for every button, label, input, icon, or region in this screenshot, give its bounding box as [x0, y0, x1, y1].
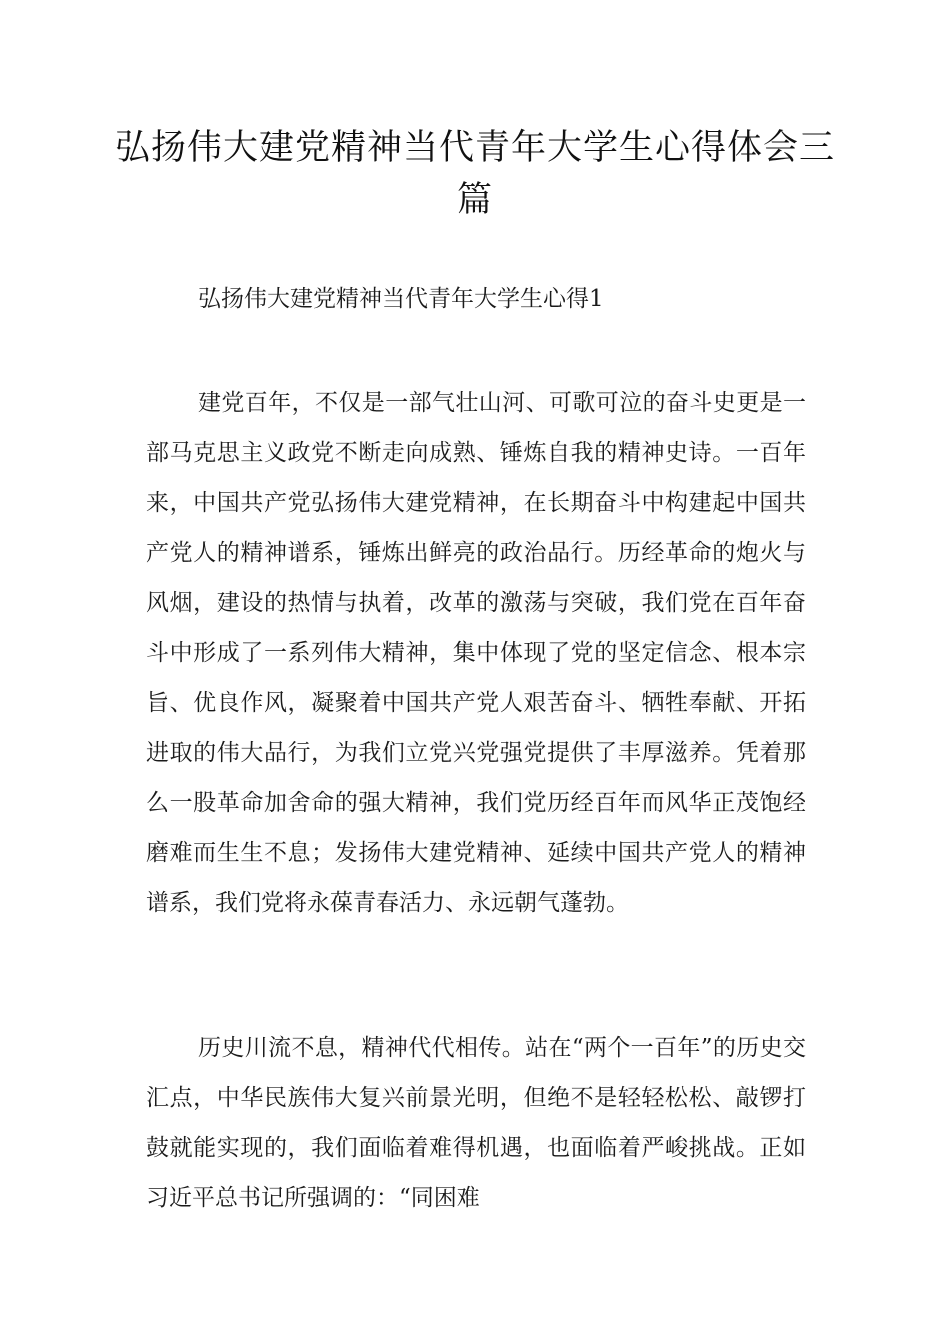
section-heading: 弘扬伟大建党精神当代青年大学生心得1: [198, 286, 604, 312]
body-paragraph: 建党百年，不仅是一部气壮山河、可歌可泣的奋斗史更是一部马克思主义政党不断走向成熟、锤炼自我的精神史诗。一百年来，中国共产党弘扬伟大建党精神，在长期奋斗中构建起中国共产党人的精神谱系，锤炼出鲜亮的政治品行。历经革命的炮火与风烟，建设的热情与执着，改革的激荡与突破，我们党在百年奋斗中形成了一系列伟大精神，集中体现了党的坚定信念、根本宗旨、优良作风，凝聚着中国共产党人艰苦奋斗、牺牲奉献、开拓进取的伟大品行，为我们立党兴党强党提供了丰厚滋养。凭着那么一股革命加舍命的强大精神，我们党历经百年而风华正茂饱经磨难而生生不息；发扬伟大建党精神、延续中国共产党人的精神谱系，我们党将永葆青春活力、永远朝气蓬勃。: [146, 390, 806, 916]
document-title: 弘扬伟大建党精神当代青年大学生心得体会三篇: [114, 128, 835, 220]
body-paragraph: 历史川流不息，精神代代相传。站在“两个一百年”的历史交汇点，中华民族伟大复兴前景光明，但绝不是轻轻松松、敲锣打鼓就能实现的，我们面临着难得机遇，也面临着严峻挑战。正如习近平总书记所强调的：“同困难: [146, 1035, 806, 1211]
